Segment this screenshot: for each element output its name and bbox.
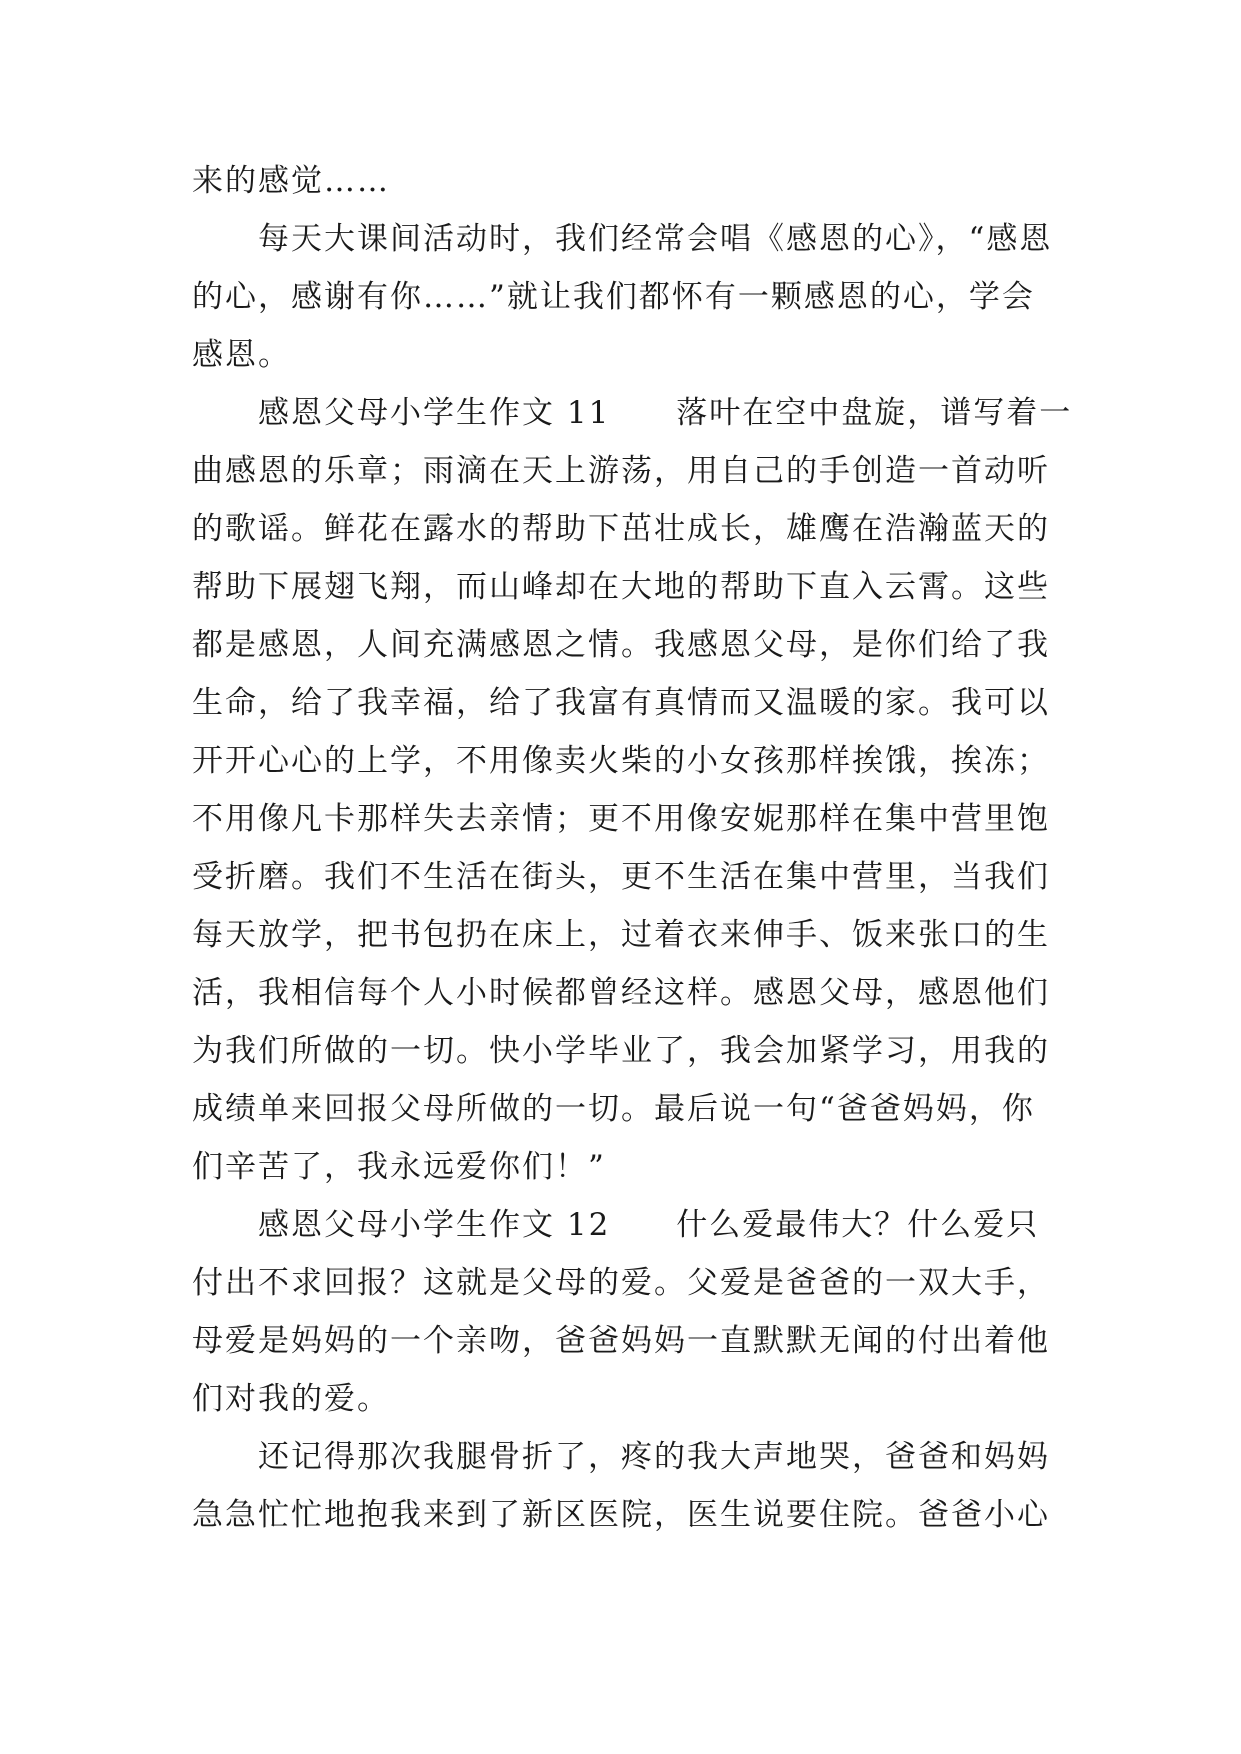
text-line: 感恩。 bbox=[192, 337, 291, 373]
text-line: 成绩单来回报父母所做的一切。最后说一句“爸爸妈妈，你 bbox=[192, 1091, 1035, 1127]
text-line: 开开心心的上学，不用像卖火柴的小女孩那样挨饿，挨冻； bbox=[192, 743, 1050, 779]
text-line: 来的感觉…… bbox=[192, 163, 390, 199]
text-line: 们对我的爱。 bbox=[192, 1381, 390, 1417]
text-line: 母爱是妈妈的一个亲吻，爸爸妈妈一直默默无闻的付出着他 bbox=[192, 1323, 1050, 1359]
text-line: 活，我相信每个人小时候都曾经这样。感恩父母，感恩他们 bbox=[192, 975, 1050, 1011]
text-line: 生命，给了我幸福，给了我富有真情而又温暖的家。我可以 bbox=[192, 685, 1050, 721]
text-line: 急急忙忙地抱我来到了新区医院，医生说要住院。爸爸小心 bbox=[192, 1497, 1050, 1533]
text-line: 的歌谣。鲜花在露水的帮助下茁壮成长，雄鹰在浩瀚蓝天的 bbox=[192, 511, 1050, 547]
text-line: 还记得那次我腿骨折了，疼的我大声地哭，爸爸和妈妈 bbox=[258, 1439, 1050, 1475]
text-line: 每天放学，把书包扔在床上，过着衣来伸手、饭来张口的生 bbox=[192, 917, 1050, 953]
text-line: 帮助下展翅飞翔，而山峰却在大地的帮助下直入云霄。这些 bbox=[192, 569, 1050, 605]
text-line: 每天大课间活动时，我们经常会唱《感恩的心》，“感恩 bbox=[258, 221, 1053, 257]
essay-heading-line: 感恩父母小学生作文 11 落叶在空中盘旋，谱写着一 bbox=[258, 395, 1073, 431]
text-line: 们辛苦了，我永远爱你们！” bbox=[192, 1149, 606, 1185]
text-line: 不用像凡卡那样失去亲情；更不用像安妮那样在集中营里饱 bbox=[192, 801, 1050, 837]
essay-heading-line: 感恩父母小学生作文 12 什么爱最伟大？什么爱只 bbox=[258, 1207, 1040, 1243]
essay-text bbox=[192, 152, 1073, 1544]
text-line: 曲感恩的乐章；雨滴在天上游荡，用自己的手创造一首动听 bbox=[192, 453, 1050, 489]
text-line: 都是感恩，人间充满感恩之情。我感恩父母，是你们给了我 bbox=[192, 627, 1050, 663]
text-line: 受折磨。我们不生活在街头，更不生活在集中营里，当我们 bbox=[192, 859, 1050, 895]
text-line: 付出不求回报？这就是父母的爱。父爱是爸爸的一双大手， bbox=[192, 1265, 1050, 1301]
text-line: 为我们所做的一切。快小学毕业了，我会加紧学习，用我的 bbox=[192, 1033, 1050, 1069]
text-line: 的心，感谢有你……”就让我们都怀有一颗感恩的心，学会 bbox=[192, 279, 1035, 315]
